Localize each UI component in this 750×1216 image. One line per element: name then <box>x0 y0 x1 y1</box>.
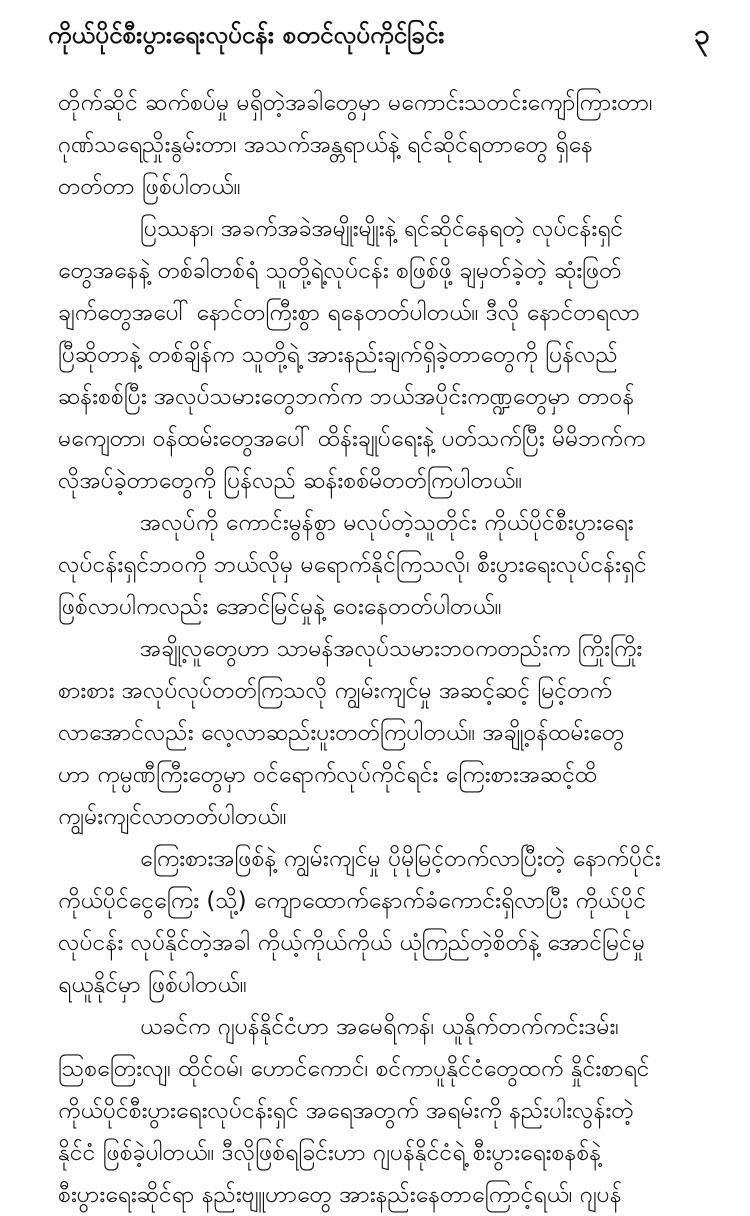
body-text <box>58 82 718 1216</box>
paragraph-first-line: ကြေးစားအဖြစ်နဲ့ ကျွမ်းကျင်မှု ပိုမိုမြင့်တက်လာပြီးတဲ့ နောက်ပိုင်း <box>140 846 661 872</box>
page-number: ၃ <box>694 18 710 51</box>
text-line: မကျေတာ၊ ဝန်ထမ်းတွေအပေါ် ထိန်းချုပ်ရေးနဲ့ ပတ်သက်ပြီး မိမိဘက်က <box>58 426 646 452</box>
text-line: ဖြစ်လာပါကလည်း အောင်မြင်မှုနဲ့ ဝေးနေတတ်ပါတယ်။ <box>58 594 502 620</box>
text-line: ဆန်းစစ်ပြီး အလုပ်သမားတွေဘက်က ဘယ်အပိုင်းကဏ္ဍတွေမှာ တာဝန် <box>58 384 635 410</box>
text-line: ကျွမ်းကျင်လာတတ်ပါတယ်။ <box>58 804 287 830</box>
text-line: ကိုယ်ပိုင်စီးပွားရေးလုပ်ငန်းရှင် အရေအတွက် အရမ်းကို နည်းပါးလွန်းတဲ့ <box>58 1098 634 1124</box>
text-line: ဂုဏ်သရေညှိုးနွမ်းတာ၊ အသက်အန္တရာယ်နဲ့ ရင်ဆိုင်ရတာတွေ ရှိနေ <box>58 132 593 158</box>
text-line: ဟာ ကုမ္ပဏီကြီးတွေမှာ ဝင်ရောက်လုပ်ကိုင်ရင်း ကြေးစားအဆင့်ထိ <box>58 762 598 788</box>
text-line: လုပ်ငန်း လုပ်နိုင်တဲ့အခါ ကိုယ့်ကိုယ်ကိုယ် ယုံကြည်တဲ့စိတ်နဲ့ အောင်မြင်မှု <box>58 930 646 956</box>
text-line: တတ်တာ ဖြစ်ပါတယ်။ <box>58 174 241 200</box>
paragraph-first-line: အလုပ်ကို ကောင်းမွန်စွာ မလုပ်တဲ့သူတိုင်း ကိုယ်ပိုင်စီးပွားရေး <box>140 510 634 536</box>
text-line: နိုင်ငံ ဖြစ်ခဲ့ပါတယ်။ ဒီလိုဖြစ်ရခြင်းဟာ ဂျပန်နိုင်ငံရဲ့ စီးပွားရေးစနစ်နဲ့ <box>58 1140 602 1166</box>
text-line: စီးပွားရေးဆိုင်ရာ နည်းဗျူဟာတွေ အားနည်းနေတာကြောင့်ရယ်၊ ဂျပန် <box>58 1182 622 1208</box>
text-line: စားစား အလုပ်လုပ်တတ်ကြသလို ကျွမ်းကျင်မှု အဆင့်ဆင့် မြင့်တက် <box>58 678 613 704</box>
text-line: ချက်တွေအပေါ် နောင်တကြီးစွာ ရနေတတ်ပါတယ်။ ဒီလို နောင်တရလာ <box>58 300 640 326</box>
page-header <box>48 14 710 60</box>
text-line: ရယူနိုင်မှာ ဖြစ်ပါတယ်။ <box>58 972 247 998</box>
text-line: လုပ်ငန်းရှင်ဘဝကို ဘယ်လိုမှ မရောက်နိုင်ကြသလို၊ စီးပွားရေးလုပ်ငန်းရှင် <box>58 552 647 578</box>
running-title: ကိုယ်ပိုင်စီးပွားရေးလုပ်ငန်း စတင်လုပ်ကိုင်ခြင်း <box>48 21 445 49</box>
text-line: သြစတြေးလျ၊ ထိုင်ဝမ်၊ ဟောင်ကောင်၊ စင်ကာပူနိုင်ငံတွေထက် နှိုင်းစာရင် <box>58 1056 650 1082</box>
paragraph-first-line: ယခင်က ဂျပန်နိုင်ငံဟာ အမေရိကန်၊ ယူနိုက်တက်ကင်းဒမ်း၊ <box>140 1014 619 1040</box>
text-line: ကိုယ်ပိုင်ငွေကြေး (သို့) ကျောထောက်နောက်ခံကောင်းရှိလာပြီး ကိုယ်ပိုင် <box>58 888 647 914</box>
text-line: လာအောင်လည်း လေ့လာဆည်းပူးတတ်ကြပါတယ်။ အချို့ဝန်ထမ်းတွေ <box>58 720 625 746</box>
paragraph-first-line: ပြဿနာ၊ အခက်အခဲအမျိုးမျိုးနဲ့ ရင်ဆိုင်နေရတဲ့ လုပ်ငန်းရှင် <box>140 216 624 242</box>
text-line: တိုက်ဆိုင် ဆက်စပ်မှု မရှိတဲ့အခါတွေမှာ မကောင်းသတင်းကျော်ကြားတာ၊ <box>58 90 653 116</box>
paragraph-first-line: အချို့လူတွေဟာ သာမန်အလုပ်သမားဘဝကတည်းက ကြိုးကြိုး <box>140 636 643 662</box>
text-line: ပြီဆိုတာနဲ့ တစ်ချိန်က သူတို့ရဲ့ အားနည်းချက်ရှိခဲ့တာတွေကို ပြန်လည် <box>58 342 618 368</box>
text-line: တွေအနေနဲ့ တစ်ခါတစ်ရံ သူတို့ရဲ့လုပ်ငန်း စဖြစ်ဖို့ ချမှတ်ခဲ့တဲ့ ဆုံးဖြတ် <box>58 258 622 284</box>
text-line: လိုအပ်ခဲ့တာတွေကို ပြန်လည် ဆန်းစစ်မိတတ်ကြပါတယ်။ <box>58 468 523 494</box>
